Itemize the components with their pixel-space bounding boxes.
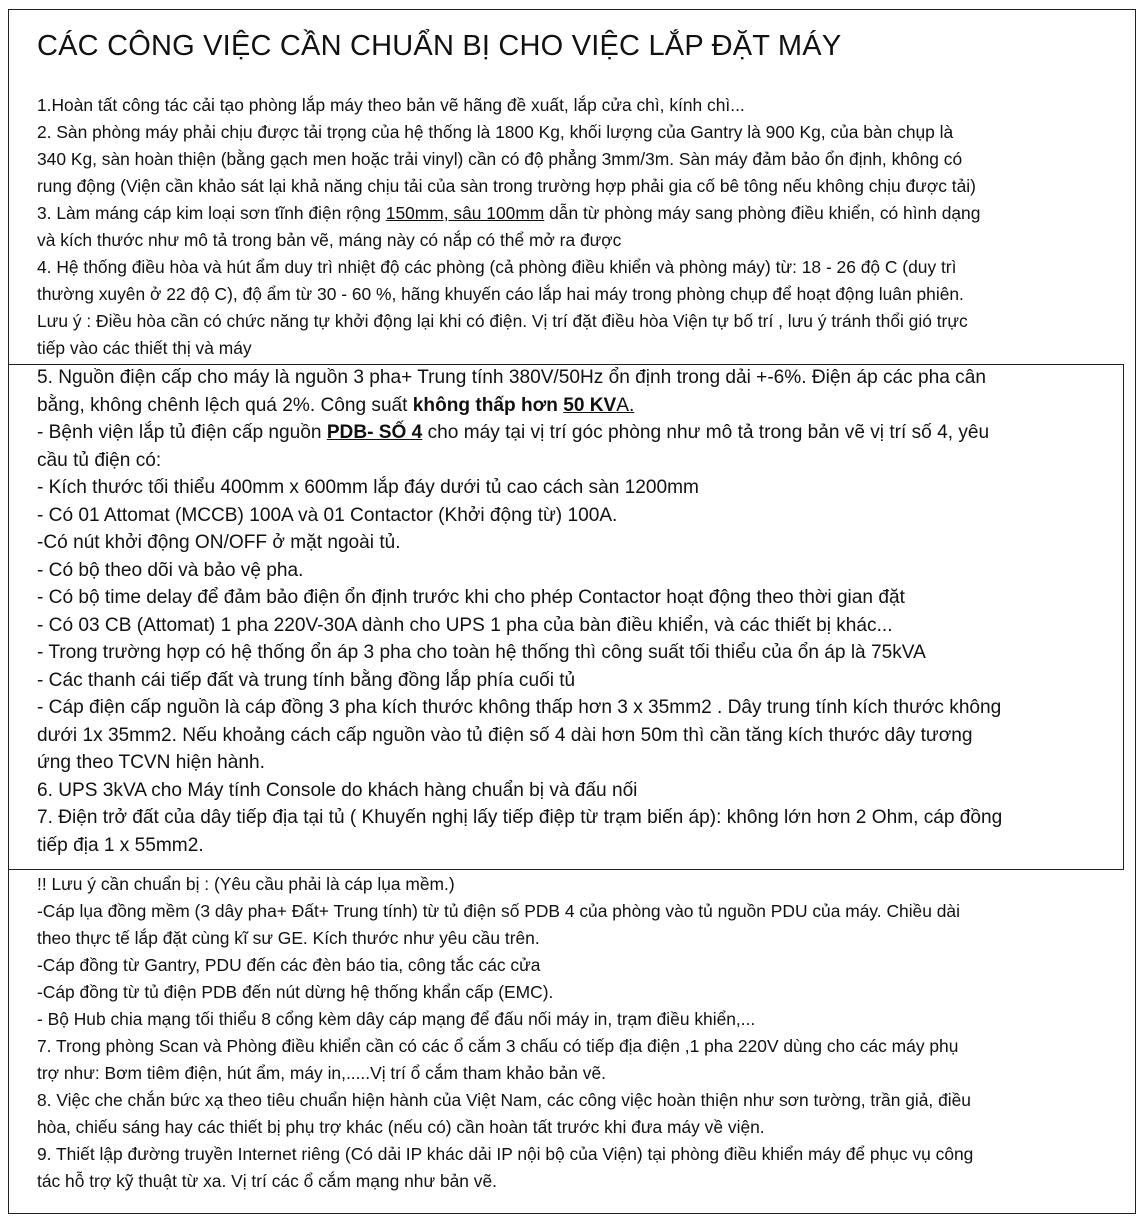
text-line: - Các thanh cái tiếp đất và trung tính bằng đồng lắp phía cuối tủ [37, 669, 576, 691]
panel-id: PDB- SỐ 4 [326, 422, 423, 443]
text-line: Lưu ý : Điều hòa cần có chức năng tự khởi động lại khi có điện. Vị trí đặt điều hòa Viện tự bố trí , lưu ý tránh thổi gió trực [37, 311, 968, 331]
section-notes [37, 871, 1117, 1195]
text-run: - Bệnh viện lắp tủ điện cấp nguồn [37, 422, 327, 443]
text-line: trợ như: Bơm tiêm điện, hút ẩm, máy in,.....Vị trí ổ cắm tham khảo bản vẽ. [37, 1063, 606, 1083]
text-line: 8. Việc che chắn bức xạ theo tiêu chuẩn hiện hành của Việt Nam, các công việc hoàn thiện như sơn tường, trần giả, điều [37, 1090, 971, 1110]
text-line: - Có 01 Attomat (MCCB) 100A và 01 Contactor (Khởi động từ) 100A. [37, 504, 618, 526]
section-power-supply [37, 364, 1117, 859]
text-line: - Trong trường hợp có hệ thống ổn áp 3 pha cho toàn hệ thống thì công suất tối thiểu của ổn áp là 75kVA [37, 642, 926, 663]
text-run: bằng, không chênh lệch quá 2%. Công suất [37, 394, 413, 416]
text-run: dẫn từ phòng máy sang phòng điều khiển, có hình dạng [544, 203, 981, 223]
text-line: -Cáp đồng từ Gantry, PDU đến các đèn báo tia, công tắc các cửa [37, 955, 541, 975]
text-line: 6. UPS 3kVA cho Máy tính Console do khách hàng chuẩn bị và đấu nối [37, 779, 638, 801]
text-line: - Có bộ theo dõi và bảo vệ pha. [37, 559, 304, 581]
text-line: - Kích thước tối thiểu 400mm x 600mm lắp đáy dưới tủ cao cách sàn 1200mm [37, 477, 699, 498]
power-minimum-label: không thấp hơn [412, 394, 564, 416]
text-line: !! Lưu ý cần chuẩn bị : (Yêu cầu phải là cáp lụa mềm.) [37, 874, 455, 894]
text-line: 9. Thiết lập đường truyền Internet riêng (Có dải IP khác dải IP nội bộ của Viện) tại phòng điều khiển máy để phục vụ công [37, 1144, 974, 1164]
text-line [37, 419, 1117, 447]
text-line: -Cáp lụa đồng mềm (3 dây pha+ Đất+ Trung tính) từ tủ điện số PDB 4 của phòng vào tủ nguồn PDU của máy. Chiều dài [37, 901, 960, 921]
text-line: tác hỗ trợ kỹ thuật từ xa. Vị trí các ổ cắm mạng như bản vẽ. [37, 1171, 497, 1191]
text-line: - Cáp điện cấp nguồn là cáp đồng 3 pha kích thước không thấp hơn 3 x 35mm2 . Dây trung tính kích thước không [37, 697, 1002, 718]
text-line: 7. Trong phòng Scan và Phòng điều khiển cần có các ổ cắm 3 chấu có tiếp địa điện ,1 pha 220V dùng cho các máy phụ [37, 1036, 959, 1056]
text-line: cầu tủ điện có: [37, 449, 162, 471]
text-line: thường xuyên ở 22 độ C), độ ẩm từ 30 - 60 %, hãng khuyến cáo lắp hai máy trong phòng chụp để hoạt động luân phiên. [37, 284, 964, 304]
text-line: tiếp vào các thiết thị và máy [37, 338, 252, 358]
text-line: 1.Hoàn tất công tác cải tạo phòng lắp máy theo bản vẽ hãng đề xuất, lắp cửa chì, kính chì... [37, 95, 745, 115]
text-line: ứng theo TCVN hiện hành. [37, 752, 265, 773]
text-run: cho máy tại vị trí góc phòng như mô tả trong bản vẽ vị trí số 4, yêu [422, 422, 990, 443]
text-run: A. [616, 394, 635, 416]
text-line: 4. Hệ thống điều hòa và hút ẩm duy trì nhiệt độ các phòng (cả phòng điều khiển và phòng máy) từ: 18 - 26 độ C (duy trì [37, 257, 957, 277]
cable-tray-dimensions: 150mm, sâu 100mm [385, 203, 545, 223]
text-line [37, 200, 1117, 227]
text-line: theo thực tế lắp đặt cùng kĩ sư GE. Kích thước như yêu cầu trên. [37, 928, 540, 948]
text-line: 2. Sàn phòng máy phải chịu được tải trọng của hệ thống là 1800 Kg, khối lượng của Gantry là 900 Kg, của bàn chụp là [37, 122, 954, 142]
text-line: rung động (Viện cần khảo sát lại khả năng chịu tải của sàn trong trường hợp phải gia cố bê tông nếu không chịu được tải) [37, 176, 976, 196]
section-room-preparation [37, 92, 1117, 362]
text-line: -Cáp đồng từ tủ điện PDB đến nút dừng hệ thống khẩn cấp (EMC). [37, 982, 554, 1002]
power-minimum-value: 50 KV [563, 394, 617, 416]
text-line [37, 392, 1117, 420]
text-line: - Có 03 CB (Attomat) 1 pha 220V-30A dành cho UPS 1 pha của bàn điều khiển, và các thiết bị khác... [37, 614, 893, 636]
text-line: 340 Kg, sàn hoàn thiện (bằng gạch men hoặc trải vinyl) cần có độ phẳng 3mm/3m. Sàn máy đảm bảo ổn định, không có [37, 149, 963, 169]
text-line: - Có bộ time delay để đảm bảo điện ổn định trước khi cho phép Contactor hoạt động theo thời gian đặt [37, 587, 905, 608]
text-line: -Có nút khởi động ON/OFF ở mặt ngoài tủ. [37, 532, 401, 553]
text-line: 5. Nguồn điện cấp cho máy là nguồn 3 pha+ Trung tính 380V/50Hz ổn định trong dải +-6%. Điện áp các pha cân [37, 367, 986, 388]
text-line: dưới 1x 35mm2. Nếu khoảng cách cấp nguồn vào tủ điện số 4 dài hơn 50m thì cần tăng kích thước dây tương [37, 724, 973, 746]
text-line: 7. Điện trở đất của dây tiếp địa tại tủ ( Khuyến nghị lấy tiếp điệp từ trạm biến áp): không lớn hơn 2 Ohm, cáp đồng [37, 807, 1003, 828]
text-run: 3. Làm máng cáp kim loại sơn tĩnh điện rộng [37, 203, 386, 223]
text-line: - Bộ Hub chia mạng tối thiểu 8 cổng kèm dây cáp mạng để đấu nối máy in, trạm điều khiển,... [37, 1009, 756, 1029]
text-line: hòa, chiếu sáng hay các thiết bị phụ trợ khác (nếu có) cần hoàn tất trước khi đưa máy về viện. [37, 1117, 765, 1137]
page-title: CÁC CÔNG VIỆC CẦN CHUẨN BỊ CHO VIỆC LẮP ĐẶT MÁY [37, 30, 842, 62]
text-line: và kích thước như mô tả trong bản vẽ, máng này có nắp có thể mở ra được [37, 230, 622, 250]
text-line: tiếp địa 1 x 55mm2. [37, 834, 204, 856]
